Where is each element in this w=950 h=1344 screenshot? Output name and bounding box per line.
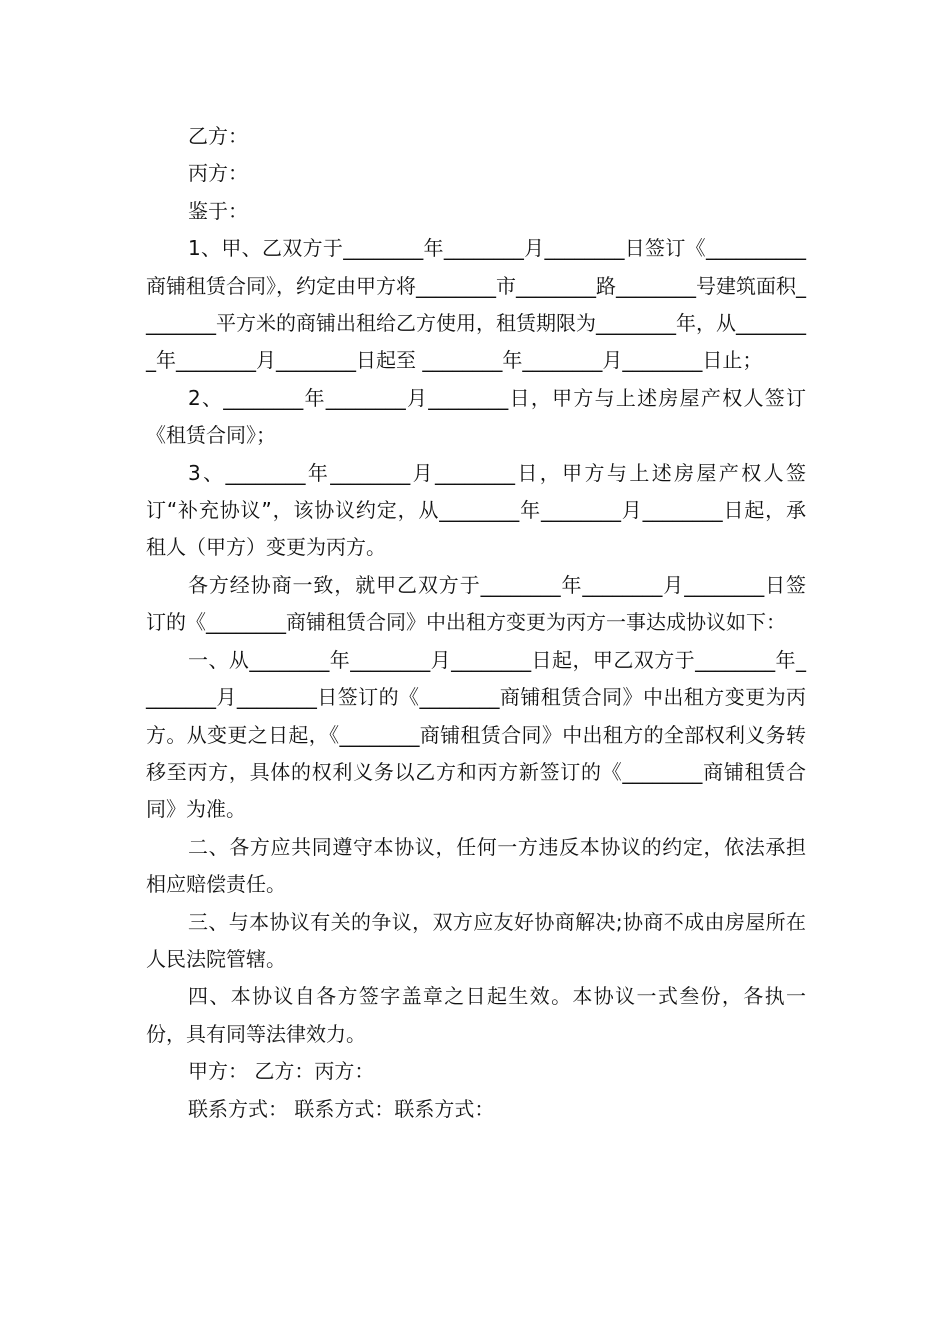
- clause-1: 一、从________年________月________日起，甲乙双方于________年________月________日签订的《________商铺租赁合同》中出租方变更为丙方。从变更之日起，《________商铺租赁合同》中出租方的全部权利义务转移至丙方，具体的权利义务以乙方和丙方新签订的《________商铺租赁合同》为准。: [146, 647, 806, 822]
- document-body: [146, 118, 806, 1128]
- clause-2: 二、各方应共同遵守本协议，任何一方违反本协议的约定，依法承担相应赔偿责任。: [146, 834, 806, 897]
- recital-3: 3、________年________月________日，甲方与上述房屋产权人签订“补充协议”，该协议约定，从________年________月________日起，承租人（甲方）变更为丙方。: [146, 460, 806, 560]
- clause-3: 三、与本协议有关的争议，双方应友好协商解决;协商不成由房屋所在人民法院管辖。: [146, 909, 806, 971]
- party-c-line: 丙方：: [188, 161, 248, 186]
- recital-2: 2、________年________月________日，甲方与上述房屋产权人签订《租赁合同》；: [146, 385, 806, 448]
- signature-parties-line: 甲方： 乙方：丙方：: [188, 1059, 375, 1084]
- contact-info-line: 联系方式： 联系方式：联系方式：: [188, 1096, 495, 1121]
- clause-4: 四、本协议自各方签字盖章之日起生效。本协议一式叁份，各执一份，具有同等法律效力。: [146, 984, 806, 1046]
- party-b-line: 乙方：: [188, 124, 248, 148]
- recital-1: 1、甲、乙双方于________年________月________日签订《__________商铺租赁合同》，约定由甲方将________市________路________号建筑面积________平方米的商铺出租给乙方使用，租赁期限为________年，从________年________月________日起至 ________年________月________日止；: [146, 236, 806, 373]
- whereas-heading: 鉴于：: [188, 198, 248, 223]
- agreement-intro: 各方经协商一致，就甲乙双方于________年________月________日签订的《________商铺租赁合同》中出租方变更为丙方一事达成协议如下：: [146, 572, 806, 635]
